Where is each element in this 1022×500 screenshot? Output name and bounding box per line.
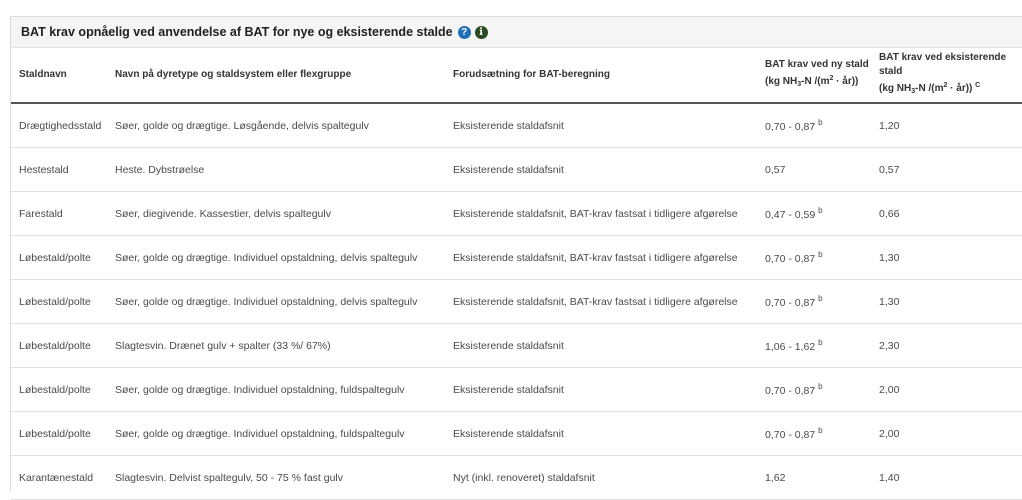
info-icon[interactable]: i	[475, 26, 488, 39]
cell-bat-ny	[757, 280, 871, 324]
footnote-b-marker: b	[818, 382, 823, 391]
table-row	[11, 148, 1022, 192]
bat-requirements-table	[11, 48, 1022, 500]
cell-dyretype: Søer, golde og drægtige. Individuel opstaldning, delvis spaltegulv	[107, 236, 445, 280]
footnote-b-marker: b	[818, 118, 823, 127]
cell-bat-ny	[757, 148, 871, 192]
bat-ny-value: 0,70 - 0,87	[765, 121, 816, 133]
table-row	[11, 192, 1022, 236]
footnote-b-marker: b	[818, 250, 823, 259]
cell-bat-ny	[757, 236, 871, 280]
cell-dyretype: Søer, golde og drægtige. Individuel opstaldning, fuldspaltegulv	[107, 368, 445, 412]
column-header-bat-ny-title: BAT krav ved ny stald	[765, 59, 869, 70]
cell-bat-eksisterende: 0,57	[871, 148, 1022, 192]
cell-dyretype: Søer, diegivende. Kassestier, delvis spaltegulv	[107, 192, 445, 236]
cell-staldnavn: Karantænestald	[11, 456, 107, 500]
column-header-bat-ny	[757, 48, 871, 103]
bat-ny-value: 0,57	[765, 163, 786, 176]
footnote-b-marker: b	[818, 294, 823, 303]
table-row	[11, 103, 1022, 148]
cell-bat-eksisterende: 1,40	[871, 456, 1022, 500]
column-header-forudsaetning: Forudsætning for BAT-beregning	[445, 48, 757, 103]
cell-forudsaetning: Eksisterende staldafsnit, BAT-krav fastsat i tidligere afgørelse	[445, 236, 757, 280]
bat-ny-value: 0,70 - 0,87	[765, 385, 816, 397]
footnote-b-marker: b	[818, 206, 823, 215]
column-header-staldnavn: Staldnavn	[11, 48, 107, 103]
cell-dyretype: Slagtesvin. Delvist spaltegulv, 50 - 75 % fast gulv	[107, 456, 445, 500]
cell-dyretype: Slagtesvin. Drænet gulv + spalter (33 %/ 67%)	[107, 324, 445, 368]
footnote-b-marker: b	[818, 426, 823, 435]
bat-ny-value: 0,70 - 0,87	[765, 253, 816, 265]
cell-bat-eksisterende: 2,30	[871, 324, 1022, 368]
footnote-c-marker: C	[975, 82, 981, 89]
cell-bat-ny	[757, 192, 871, 236]
panel-header	[11, 17, 1022, 48]
cell-staldnavn: Hestestald	[11, 148, 107, 192]
cell-forudsaetning: Eksisterende staldafsnit, BAT-krav fastsat i tidligere afgørelse	[445, 280, 757, 324]
bat-ny-value: 0,70 - 0,87	[765, 429, 816, 441]
cell-staldnavn: Løbestald/polte	[11, 368, 107, 412]
cell-staldnavn: Farestald	[11, 192, 107, 236]
cell-forudsaetning: Nyt (inkl. renoveret) staldafsnit	[445, 456, 757, 500]
cell-bat-ny	[757, 368, 871, 412]
column-header-bat-eksisterende	[871, 48, 1022, 103]
cell-dyretype: Søer, golde og drægtige. Individuel opstaldning, fuldspaltegulv	[107, 412, 445, 456]
cell-bat-ny	[757, 412, 871, 456]
cell-staldnavn: Drægtighedsstald	[11, 103, 107, 148]
cell-dyretype: Søer, golde og drægtige. Individuel opstaldning, delvis spaltegulv	[107, 280, 445, 324]
column-header-bat-eksisterende-unit: (kg $NH_3-N$ $/(m^2$ · år)) $^C$	[879, 82, 981, 95]
cell-bat-eksisterende: 2,00	[871, 412, 1022, 456]
cell-forudsaetning: Eksisterende staldafsnit	[445, 103, 757, 148]
cell-staldnavn: Løbestald/polte	[11, 280, 107, 324]
cell-bat-eksisterende: 2,00	[871, 368, 1022, 412]
bat-ny-value: 0,47 - 0,59	[765, 209, 816, 221]
bat-ny-value: 1,06 - 1,62	[765, 341, 816, 353]
table-row	[11, 236, 1022, 280]
table-row	[11, 324, 1022, 368]
cell-bat-eksisterende: 0,66	[871, 192, 1022, 236]
column-header-bat-ny-unit: (kg $NH_3-N$ $/(m^2$ · år))	[765, 75, 859, 88]
cell-staldnavn: Løbestald/polte	[11, 236, 107, 280]
cell-forudsaetning: Eksisterende staldafsnit	[445, 368, 757, 412]
cell-forudsaetning: Eksisterende staldafsnit	[445, 148, 757, 192]
bat-requirements-panel	[10, 16, 1022, 492]
cell-bat-ny	[757, 456, 871, 500]
column-header-dyretype: Navn på dyretype og staldsystem eller flexgruppe	[107, 48, 445, 103]
table-row	[11, 280, 1022, 324]
cell-forudsaetning: Eksisterende staldafsnit	[445, 412, 757, 456]
cell-bat-ny	[757, 324, 871, 368]
footnote-b-marker: b	[818, 338, 823, 347]
help-question-icon[interactable]: ?	[458, 26, 471, 39]
column-header-bat-eksisterende-title: BAT krav ved eksisterende stald	[879, 52, 1007, 77]
cell-forudsaetning: Eksisterende staldafsnit, BAT-krav fastsat i tidligere afgørelse	[445, 192, 757, 236]
cell-staldnavn: Løbestald/polte	[11, 324, 107, 368]
cell-bat-eksisterende: 1,30	[871, 236, 1022, 280]
table-row	[11, 456, 1022, 500]
cell-bat-eksisterende: 1,20	[871, 103, 1022, 148]
cell-staldnavn: Løbestald/polte	[11, 412, 107, 456]
cell-bat-eksisterende: 1,30	[871, 280, 1022, 324]
bat-ny-value: 1,62	[765, 471, 786, 484]
cell-bat-ny	[757, 103, 871, 148]
table-row	[11, 412, 1022, 456]
panel-title: BAT krav opnåelig ved anvendelse af BAT for nye og eksisterende stalde	[21, 25, 453, 39]
bat-ny-value: 0,70 - 0,87	[765, 297, 816, 309]
table-row	[11, 368, 1022, 412]
table-header-row	[11, 48, 1022, 103]
cell-dyretype: Søer, golde og drægtige. Løsgående, delvis spaltegulv	[107, 103, 445, 148]
cell-dyretype: Heste. Dybstrøelse	[107, 148, 445, 192]
cell-forudsaetning: Eksisterende staldafsnit	[445, 324, 757, 368]
